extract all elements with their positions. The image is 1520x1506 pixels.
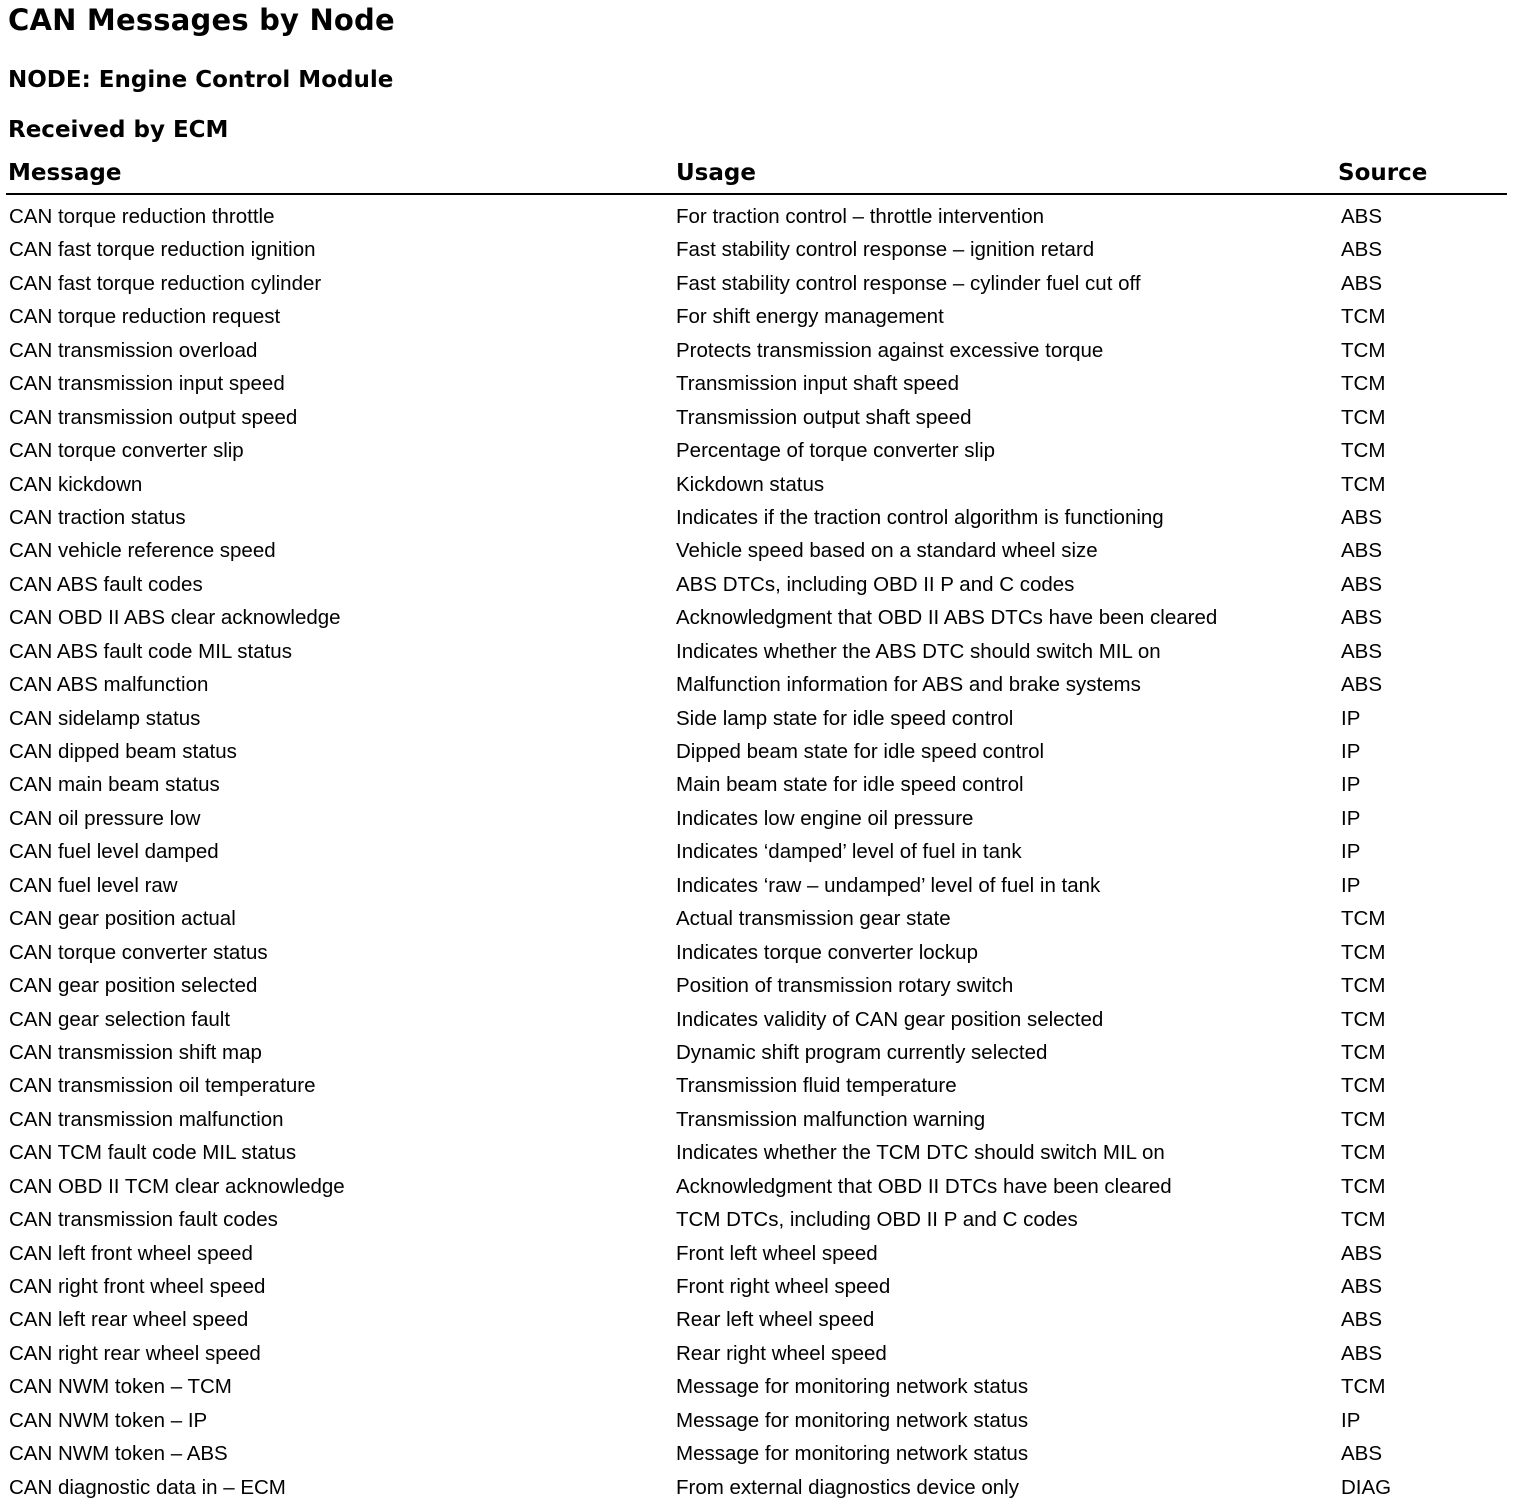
table-row (0, 1203, 1520, 1236)
node-heading: NODE: Engine Control Module (8, 67, 394, 93)
usage-cell: TCM DTCs, including OBD II P and C codes (676, 1208, 1078, 1232)
message-cell: CAN NWM token – TCM (9, 1375, 232, 1399)
table-row (0, 1437, 1520, 1470)
column-header-source: Source (1338, 160, 1428, 186)
usage-cell: Message for monitoring network status (676, 1408, 1029, 1432)
message-cell: CAN kickdown (9, 472, 143, 496)
usage-cell: Rear right wheel speed (676, 1341, 887, 1365)
usage-cell: Main beam state for idle speed control (676, 773, 1024, 797)
message-cell: CAN fast torque reduction cylinder (9, 271, 322, 295)
table-row (0, 668, 1520, 701)
message-cell: CAN transmission malfunction (9, 1107, 284, 1131)
message-cell: CAN NWM token – IP (9, 1408, 208, 1432)
message-cell: CAN gear position selected (9, 974, 258, 998)
usage-cell: ABS DTCs, including OBD II P and C codes (676, 572, 1075, 596)
source-cell: TCM (1341, 1074, 1386, 1098)
source-cell: ABS (1341, 1275, 1383, 1298)
column-header-message: Message (8, 160, 122, 186)
message-cell: CAN right rear wheel speed (9, 1341, 261, 1365)
source-cell: IP (1341, 873, 1361, 897)
usage-cell: Malfunction information for ABS and brake systems (676, 673, 1141, 697)
usage-cell: Transmission malfunction warning (676, 1107, 986, 1131)
source-cell: TCM (1341, 305, 1386, 329)
table-row (0, 969, 1520, 1002)
source-cell: ABS (1341, 238, 1383, 262)
usage-cell: Front left wheel speed (676, 1241, 878, 1265)
table-row (0, 300, 1520, 333)
source-cell: IP (1341, 740, 1361, 763)
usage-cell: Rear left wheel speed (676, 1308, 875, 1332)
usage-cell: Message for monitoring network status (676, 1375, 1029, 1399)
usage-cell: Indicates whether the ABS DTC should switch MIL on (676, 639, 1161, 663)
usage-cell: Dipped beam state for idle speed control (676, 740, 1045, 763)
table-row (0, 601, 1520, 634)
message-cell: CAN torque reduction throttle (9, 205, 275, 228)
message-cell: CAN vehicle reference speed (9, 539, 276, 563)
message-cell: CAN diagnostic data in – ECM (9, 1475, 286, 1499)
table-row (0, 1103, 1520, 1136)
source-cell: ABS (1341, 572, 1383, 596)
table-row (0, 367, 1520, 400)
source-cell: TCM (1341, 1007, 1386, 1031)
table-row (0, 534, 1520, 567)
message-cell: CAN torque converter status (9, 940, 268, 964)
source-cell: IP (1341, 706, 1361, 730)
message-cell: CAN torque reduction request (9, 305, 281, 329)
message-cell: CAN fuel level damped (9, 840, 219, 864)
source-cell: ABS (1341, 271, 1383, 295)
source-cell: TCM (1341, 1107, 1386, 1131)
table-row (0, 1237, 1520, 1270)
table-row (0, 936, 1520, 969)
source-cell: ABS (1341, 539, 1383, 563)
message-cell: CAN TCM fault code MIL status (9, 1141, 297, 1165)
usage-cell: Transmission output shaft speed (676, 405, 972, 429)
source-cell: IP (1341, 773, 1361, 797)
table-row (0, 1170, 1520, 1203)
message-cell: CAN left front wheel speed (9, 1241, 253, 1265)
table-row (0, 1136, 1520, 1169)
column-header-usage: Usage (676, 160, 756, 186)
table-row (0, 869, 1520, 902)
usage-cell: Percentage of torque converter slip (676, 439, 996, 463)
table-row (0, 434, 1520, 467)
source-cell: TCM (1341, 472, 1386, 496)
usage-cell: Vehicle speed based on a standard wheel size (676, 539, 1098, 563)
usage-cell: Indicates ‘damped’ level of fuel in tank (676, 840, 1022, 864)
message-cell: CAN gear selection fault (9, 1007, 231, 1031)
usage-cell: Dynamic shift program currently selected (676, 1040, 1048, 1064)
usage-cell: Indicates torque converter lockup (676, 940, 978, 964)
message-table-body (0, 200, 1520, 1504)
usage-cell: Kickdown status (676, 472, 825, 496)
table-row (0, 334, 1520, 367)
table-row (0, 802, 1520, 835)
usage-cell: Acknowledgment that OBD II DTCs have been cleared (676, 1174, 1172, 1198)
source-cell: TCM (1341, 1174, 1386, 1198)
table-row (0, 267, 1520, 300)
source-cell: ABS (1341, 673, 1383, 697)
usage-cell: Indicates whether the TCM DTC should switch MIL on (676, 1141, 1165, 1165)
table-row (0, 501, 1520, 534)
table-row (0, 635, 1520, 668)
source-cell: ABS (1341, 1442, 1383, 1466)
message-cell: CAN transmission oil temperature (9, 1074, 316, 1098)
message-cell: CAN ABS fault code MIL status (9, 639, 292, 663)
table-row (0, 1404, 1520, 1437)
usage-cell: Actual transmission gear state (676, 907, 951, 931)
table-row (0, 835, 1520, 868)
source-cell: IP (1341, 806, 1361, 830)
table-row (0, 1303, 1520, 1336)
message-cell: CAN sidelamp status (9, 706, 201, 730)
source-cell: DIAG (1341, 1475, 1392, 1499)
message-cell: CAN torque converter slip (9, 439, 244, 463)
source-cell: ABS (1341, 1241, 1383, 1265)
usage-cell: Acknowledgment that OBD II ABS DTCs have been cleared (676, 606, 1218, 630)
message-cell: CAN gear position actual (9, 907, 236, 931)
table-row (0, 568, 1520, 601)
source-cell: IP (1341, 840, 1361, 864)
message-cell: CAN OBD II ABS clear acknowledge (9, 606, 341, 630)
section-heading: Received by ECM (8, 117, 229, 143)
table-row (0, 735, 1520, 768)
source-cell: TCM (1341, 974, 1386, 998)
table-row (0, 768, 1520, 801)
source-cell: ABS (1341, 1341, 1383, 1365)
table-row (0, 401, 1520, 434)
page-title: CAN Messages by Node (8, 3, 395, 37)
usage-cell: Indicates ‘raw – undamped’ level of fuel in tank (676, 873, 1101, 897)
source-cell: TCM (1341, 940, 1386, 964)
message-cell: CAN ABS fault codes (9, 572, 203, 596)
table-row (0, 200, 1520, 233)
usage-cell: For traction control – throttle intervention (676, 205, 1045, 228)
message-cell: CAN ABS malfunction (9, 673, 209, 697)
usage-cell: Transmission fluid temperature (676, 1074, 957, 1098)
table-row (0, 702, 1520, 735)
message-cell: CAN NWM token – ABS (9, 1442, 228, 1466)
table-row (0, 233, 1520, 266)
table-row (0, 1270, 1520, 1303)
usage-cell: Fast stability control response – ignition retard (676, 238, 1095, 262)
usage-cell: Indicates validity of CAN gear position selected (676, 1007, 1104, 1031)
message-cell: CAN dipped beam status (9, 740, 237, 763)
table-row (0, 468, 1520, 501)
source-cell: ABS (1341, 606, 1383, 630)
message-cell: CAN traction status (9, 505, 186, 529)
table-row (0, 1471, 1520, 1504)
message-cell: CAN right front wheel speed (9, 1275, 266, 1298)
message-cell: CAN transmission shift map (9, 1040, 262, 1064)
usage-cell: Message for monitoring network status (676, 1442, 1029, 1466)
source-cell: ABS (1341, 639, 1383, 663)
message-cell: CAN left rear wheel speed (9, 1308, 249, 1332)
source-cell: TCM (1341, 338, 1386, 362)
usage-cell: Indicates if the traction control algorithm is functioning (676, 505, 1164, 529)
source-cell: TCM (1341, 1208, 1386, 1232)
source-cell: TCM (1341, 372, 1386, 396)
usage-cell: Fast stability control response – cylinder fuel cut off (676, 271, 1141, 295)
table-row (0, 1003, 1520, 1036)
message-cell: CAN oil pressure low (9, 806, 201, 830)
message-cell: CAN fast torque reduction ignition (9, 238, 316, 262)
table-row (0, 1069, 1520, 1102)
source-cell: TCM (1341, 439, 1386, 463)
table-row (0, 1036, 1520, 1069)
message-cell: CAN transmission fault codes (9, 1208, 278, 1232)
source-cell: TCM (1341, 1375, 1386, 1399)
message-cell: CAN fuel level raw (9, 873, 178, 897)
source-cell: ABS (1341, 205, 1383, 228)
usage-cell: Transmission input shaft speed (676, 372, 959, 396)
source-cell: ABS (1341, 505, 1383, 529)
message-cell: CAN transmission output speed (9, 405, 298, 429)
table-row (0, 902, 1520, 935)
usage-cell: For shift energy management (676, 305, 944, 329)
message-cell: CAN transmission overload (9, 338, 258, 362)
usage-cell: From external diagnostics device only (676, 1475, 1019, 1499)
usage-cell: Position of transmission rotary switch (676, 974, 1014, 998)
header-divider (6, 193, 1507, 195)
usage-cell: Indicates low engine oil pressure (676, 806, 974, 830)
table-row (0, 1337, 1520, 1370)
source-cell: TCM (1341, 1040, 1386, 1064)
source-cell: TCM (1341, 405, 1386, 429)
source-cell: IP (1341, 1408, 1361, 1432)
usage-cell: Protects transmission against excessive torque (676, 338, 1104, 362)
message-cell: CAN OBD II TCM clear acknowledge (9, 1174, 345, 1198)
source-cell: TCM (1341, 1141, 1386, 1165)
usage-cell: Side lamp state for idle speed control (676, 706, 1014, 730)
table-row (0, 1370, 1520, 1403)
message-cell: CAN main beam status (9, 773, 220, 797)
source-cell: TCM (1341, 907, 1386, 931)
source-cell: ABS (1341, 1308, 1383, 1332)
message-cell: CAN transmission input speed (9, 372, 285, 396)
usage-cell: Front right wheel speed (676, 1275, 891, 1298)
